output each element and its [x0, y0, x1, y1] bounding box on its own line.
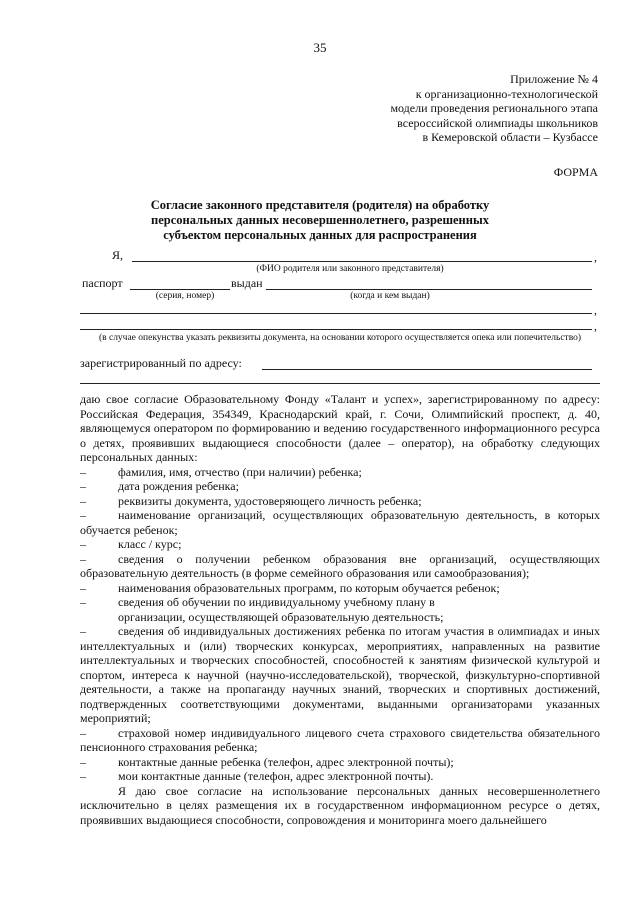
address-field-2[interactable]	[80, 383, 600, 384]
blank-line[interactable]	[80, 329, 592, 330]
issued-field[interactable]	[266, 289, 592, 290]
list-item: – дата рождения ребенка;	[80, 479, 239, 493]
comma: ,	[594, 319, 597, 333]
list-item: – сведения об обучении по индивидуальному учебному плану в	[80, 595, 435, 609]
list-item: – наименования образовательных программ, по которым обучается ребенок;	[80, 580, 500, 595]
fio-hint: (ФИО родителя или законного представителя)	[256, 264, 444, 274]
intro-paragraph: даю свое согласие Образовательному Фонду «Талант и успех», зарегистрированному по адресу: Российская Федерация, 354349, Краснодарский край, г. Сочи, Олимпийский проспект, д. 40, являющемуся оператором по формированию и ведению государственного информационного ресурса о детях, проявивших выдающиеся способности (далее – оператор), на обработку следующих персональных данных:	[80, 392, 600, 464]
blank-line[interactable]	[80, 313, 592, 314]
list-item: – мои контактные данные (телефон, адрес электронной почты).	[80, 769, 434, 783]
issued-label: выдан	[231, 276, 263, 290]
issued-hint: (когда и кем выдан)	[350, 291, 430, 301]
list-item: – сведения об индивидуальных достижениях ребенка по итогам участия в олимпиадах и иных интеллектуальных и (или) творческих конкурсах, мероприятиях, направленных на развитие интеллектуальных и творческих способностей, способностей к занятиям физической культурой и спортом, интереса к научной (научно-исследовательской), творческой, физкультурно-спортивной деятельности, а также на пропаганду научных знаний, творческих и спортивных достижений, подтвержденных соответствующими документами, выданными организаторами указанных мероприятий;	[80, 624, 600, 725]
list-item-continuation: организации, осуществляющей образовательную деятельность;	[118, 609, 444, 624]
appendix-line: модели проведения регионального этапа	[390, 101, 598, 115]
appendix-line: всероссийской олимпиады школьников	[397, 115, 598, 130]
title-line: персональных данных несовершеннолетнего, разрешенных	[151, 213, 489, 227]
i-label: Я,	[112, 248, 124, 262]
list-item: – сведения о получении ребенком образования вне организаций, осуществляющих образовательную деятельность (в форме семейного образования или самообразования);	[80, 551, 600, 580]
guardian-hint: (в случае опекунства указать реквизиты документа, на основании которого осуществляется опека или попечительство)	[98, 333, 582, 343]
list-item: – класс / курс;	[80, 537, 182, 551]
closing-paragraph: Я даю свое согласие на использование персональных данных несовершеннолетнего исключительно в целях размещения их в государственном информационном ресурсе о детях, проявивших выдающиеся способности, сопровождения и мониторинга моего дальнейшего	[80, 783, 600, 827]
appendix-line: в Кемеровской области – Кузбассе	[422, 130, 598, 144]
list-item: – контактные данные ребенка (телефон, адрес электронной почты);	[80, 754, 454, 769]
title-line: Согласие законного представителя (родителя) на обработку	[150, 198, 490, 212]
registered-label: зарегистрированный по адресу:	[80, 356, 242, 370]
appendix-line: к организационно-технологической	[415, 86, 598, 101]
list-item: – реквизиты документа, удостоверяющего личность ребенка;	[80, 493, 422, 508]
passport-label: паспорт	[82, 276, 123, 290]
address-field[interactable]	[262, 369, 592, 370]
consent-body	[80, 392, 600, 827]
series-hint: (серия, номер)	[155, 291, 215, 301]
comma: ,	[594, 303, 597, 317]
page-number: 35	[313, 40, 327, 55]
title-line: субъектом персональных данных для распространения	[163, 228, 477, 242]
document-title	[60, 198, 580, 243]
passport-number-field[interactable]	[130, 289, 230, 290]
appendix-line: Приложение № 4	[510, 72, 598, 86]
form-label: ФОРМА	[553, 165, 598, 179]
appendix-block	[390, 72, 598, 145]
list-item: – наименование организаций, осуществляющих образовательную деятельность, в которых обучается ребенок;	[80, 508, 600, 537]
list-item: – фамилия, имя, отчество (при наличии) ребенка;	[80, 464, 362, 479]
comma: ,	[594, 250, 597, 264]
list-item: – страховой номер индивидуального лицевого счета страхового свидетельства обязательного пенсионного страхования ребенка;	[80, 725, 600, 754]
fio-field[interactable]	[132, 261, 592, 262]
